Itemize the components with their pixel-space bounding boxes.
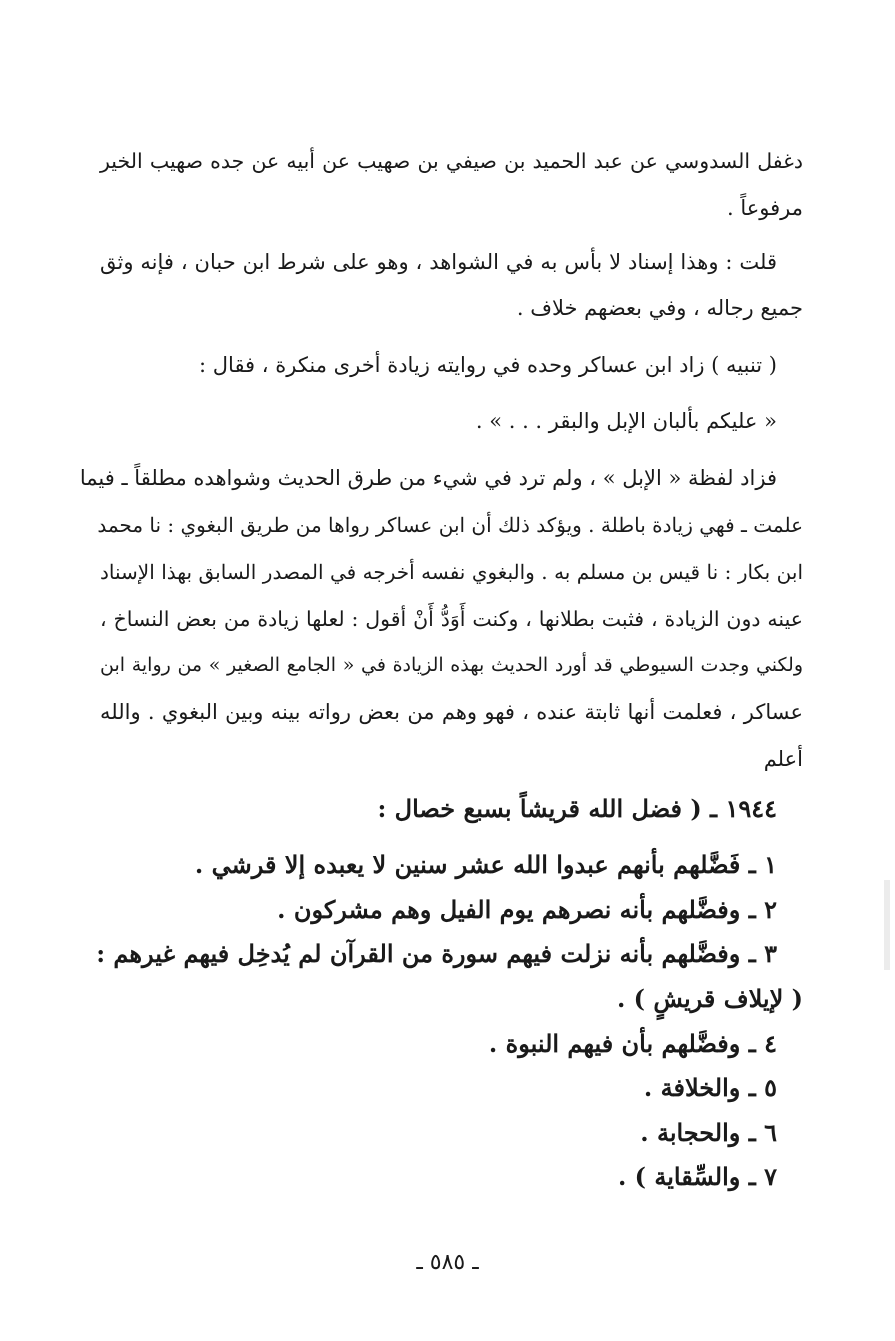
note-line: ( تنبيه ) زاد ابن عساكر وحده في روايته زيادة أخرى منكرة ، فقال : <box>199 353 777 377</box>
body-text-line: ابن بكار : نا قيس بن مسلم به . والبغوي نفسه أخرجه في المصدر السابق بهذا الإسناد <box>100 560 803 584</box>
hadith-item: ٦ ـ والحجابة . <box>640 1118 777 1147</box>
body-text-line: ولكني وجدت السيوطي قد أورد الحديث بهذه الزيادة في « الجامع الصغير » من رواية ابن <box>100 654 803 676</box>
hadith-title: ١٩٤٤ ـ ( فضل الله قريشاً بسبع خصال : <box>377 794 777 823</box>
body-text-line: جميع رجاله ، وفي بعضهم خلاف . <box>516 296 803 320</box>
page-edge-shadow <box>884 880 890 970</box>
hadith-item: ١ ـ فَضَّلهم بأنهم عبدوا الله عشر سنين لا يعبده إلا قرشي . <box>194 850 777 879</box>
hadith-item: ٥ ـ والخلافة . <box>643 1073 777 1102</box>
quote-line: « عليكم بألبان الإبل والبقر . . . » . <box>475 409 777 433</box>
body-text-line: مرفوعاً . <box>726 196 803 220</box>
body-text-line: أعلم <box>763 747 803 771</box>
body-text-line: فزاد لفظة « الإبل » ، ولم ترد في شيء من طرق الحديث وشواهده مطلقاً ـ فيما <box>79 466 777 490</box>
hadith-item: ٧ ـ والسِّقاية ) . <box>617 1162 777 1191</box>
body-text-line: دغفل السدوسي عن عبد الحميد بن صيفي بن صهيب عن أبيه عن جده صهيب الخير <box>100 149 803 173</box>
hadith-item: ٢ ـ وفضَّلهم بأنه نصرهم يوم الفيل وهم مشركون . <box>277 895 777 924</box>
hadith-item: ( لإيلاف قريشٍ ) . <box>616 984 803 1013</box>
hadith-item: ٣ ـ وفضَّلهم بأنه نزلت فيهم سورة من القرآن لم يُدخِل فيهم غيرهم : <box>96 939 777 968</box>
body-text-line: علمت ـ فهي زيادة باطلة . ويؤكد ذلك أن ابن عساكر رواها من طريق البغوي : نا محمد <box>97 513 803 537</box>
body-text-line: قلت : وهذا إسناد لا بأس به في الشواهد ، وهو على شرط ابن حبان ، فإنه وثق <box>100 250 777 274</box>
hadith-item: ٤ ـ وفضَّلهم بأن فيهم النبوة . <box>488 1029 777 1058</box>
body-text-line: عينه دون الزيادة ، فثبت بطلانها ، وكنت أَوَدُّ أَنْ أقول : لعلها زيادة من بعض النساخ ، <box>100 607 803 631</box>
body-text-line: عساكر ، فعلمت أنها ثابتة عنده ، فهو وهم من بعض رواته بينه وبين البغوي . والله <box>100 700 803 724</box>
page-number: ـ ٥٨٥ ـ <box>416 1250 479 1275</box>
